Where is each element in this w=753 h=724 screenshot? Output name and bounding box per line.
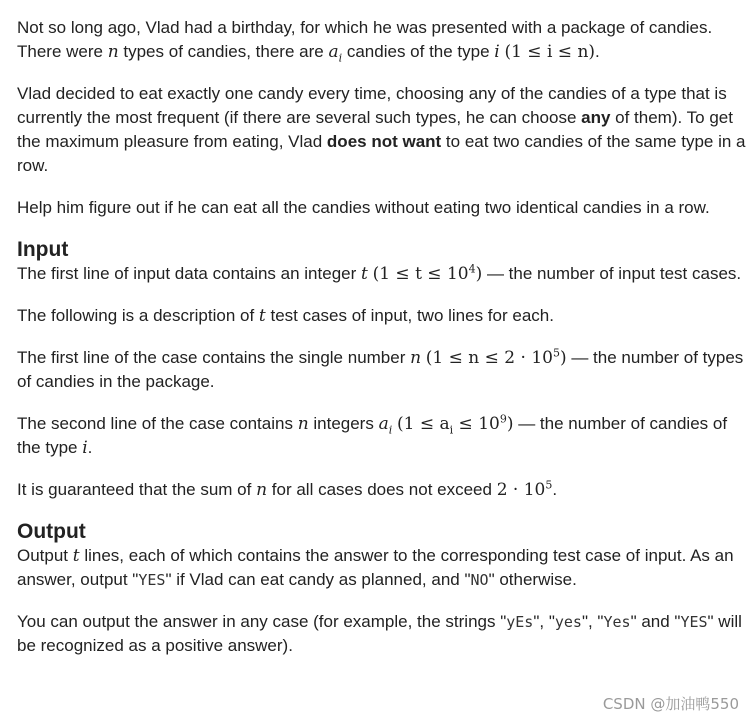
- math-i: i: [494, 42, 500, 62]
- bold-any: any: [581, 108, 611, 127]
- statement-paragraph-2: Vlad decided to eat exactly one candy every time, choosing any of the candies of a type that is currently the most frequent (if there are several such types, he can choose any of them). To get the maximum pleasure from eating, Vlad does not want to eat two candies of the same type in a row.: [17, 84, 746, 175]
- input-heading: Input: [17, 238, 69, 261]
- code-no: NO: [470, 571, 489, 589]
- input-paragraph-4: The second line of the case contains n integers $a_i$ $(1 \le a_i \le 10^9)$ — the number of candies of the type i.: [17, 412, 728, 458]
- math-n: n: [410, 348, 422, 368]
- math-n: n: [256, 480, 268, 500]
- code-yes-variant: YES: [680, 613, 708, 631]
- input-paragraph-3: The first line of the case contains the single number n $(1 \le n \le 2 \cdot 10^5)$ — the number of types of candies in the package.: [17, 346, 744, 391]
- math-range-ai: $(1 \le a_i \le 10^9)$: [396, 412, 514, 437]
- output-paragraph-2: You can output the answer in any case (for example, the strings "yEs", "yes", "Yes" and "YES" will be recognized as a positive answer).: [17, 612, 742, 655]
- csdn-watermark: CSDN @加油鸭550: [602, 695, 739, 713]
- input-paragraph-1: The first line of input data contains an integer t $(1 \le t \le 10^4)$ — the number of input test cases.: [17, 262, 742, 284]
- problem-statement: [17, 16, 749, 676]
- code-yes-variant: yEs: [506, 613, 534, 631]
- math-i: i: [82, 438, 88, 458]
- math-t: t: [258, 306, 266, 326]
- math-n: n: [107, 42, 119, 62]
- code-yes: YES: [138, 571, 166, 589]
- math-range-t: $(1 \le t \le 10^4)$: [372, 262, 483, 284]
- output-heading: Output: [17, 520, 86, 543]
- statement-paragraph-1: Not so long ago, Vlad had a birthday, for which he was presented with a package of candies. There were n types of candies, there are $a_i$ candies of the type i (1 ≤ i ≤ n).: [17, 18, 713, 65]
- math-n: n: [297, 414, 309, 434]
- input-paragraph-2: The following is a description of t test cases of input, two lines for each.: [17, 306, 554, 326]
- input-paragraph-5: It is guaranteed that the sum of n for all cases does not exceed $2 \cdot 10^5$.: [17, 478, 558, 500]
- math-t: t: [360, 264, 368, 284]
- math-ai: $a_i$: [328, 42, 343, 65]
- bold-does-not-want: does not want: [326, 132, 442, 151]
- math-ai: $a_i$: [378, 414, 393, 437]
- math-range-i: (1 ≤ i ≤ n): [504, 42, 596, 62]
- math-sum-limit: $2 \cdot 10^5$: [496, 478, 553, 500]
- code-yes-variant: Yes: [603, 613, 631, 631]
- math-t: t: [72, 546, 80, 566]
- statement-paragraph-3: Help him figure out if he can eat all the candies without eating two identical candies in a row.: [17, 198, 710, 217]
- output-paragraph-1: Output t lines, each of which contains the answer to the corresponding test case of input. As an answer, output "YES" if Vlad can eat candy as planned, and "NO" otherwise.: [17, 546, 734, 589]
- math-range-n: $(1 \le n \le 2 \cdot 10^5)$: [425, 346, 567, 368]
- code-yes-variant: yes: [554, 613, 582, 631]
